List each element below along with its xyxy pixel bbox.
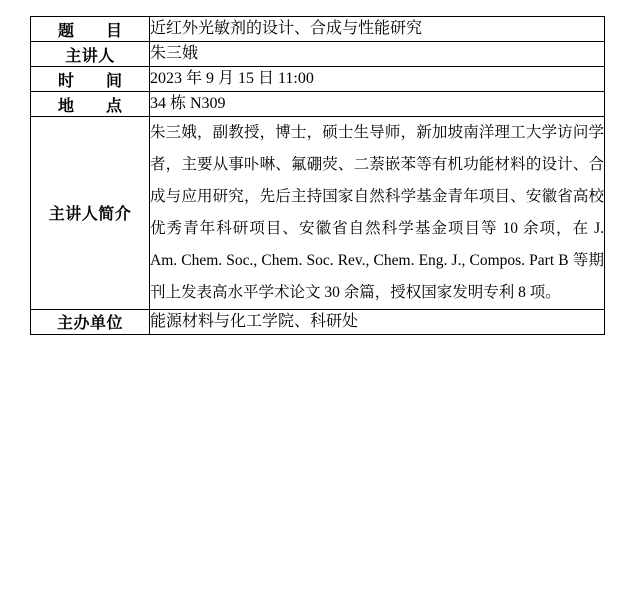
table-row-speaker bbox=[31, 42, 605, 67]
table-row-time bbox=[31, 67, 605, 92]
row-label-time-text: 时 间 bbox=[57, 72, 136, 90]
table-row-location bbox=[31, 92, 605, 117]
row-label-biography: 主讲人简介 bbox=[31, 117, 150, 310]
table-row-title bbox=[31, 17, 605, 42]
row-value-title: 近红外光敏剂的设计、合成与性能研究 bbox=[150, 17, 605, 42]
row-value-organizer: 能源材料与化工学院、科研处 bbox=[150, 309, 605, 334]
row-value-time: 2023 年 9 月 15 日 11:00 bbox=[150, 67, 605, 92]
row-label-speaker: 主讲人 bbox=[31, 42, 150, 67]
table-row-biography bbox=[31, 117, 605, 310]
row-value-speaker: 朱三娥 bbox=[150, 42, 605, 67]
row-value-biography bbox=[150, 117, 605, 310]
row-label-location bbox=[31, 92, 150, 117]
seminar-info-table bbox=[30, 16, 605, 335]
row-label-time bbox=[31, 67, 150, 92]
row-label-organizer: 主办单位 bbox=[31, 309, 150, 334]
row-label-title-text: 题 目 bbox=[57, 22, 136, 40]
row-label-location-text: 地 点 bbox=[57, 97, 136, 115]
table-row-organizer bbox=[31, 309, 605, 334]
row-label-title bbox=[31, 17, 150, 42]
row-value-location: 34 栋 N309 bbox=[150, 92, 605, 117]
biography-text: 朱三娥，副教授，博士，硕士生导师，新加坡南洋理工大学访问学者，主要从事卟啉、氟硼荧、二萘嵌苯等有机功能材料的设计、合成与应用研究，先后主持国家自然科学基金青年项目、安徽省高校优秀青年科研项目、安徽省自然科学基金项目等 10 余项，在 J. Am. Chem. Soc., Chem. Soc. Rev., Chem. Eng. J., Compos. Part B 等期刊上发表高水平学术论文 30 余篇，授权国家发明专利 8 项。 bbox=[150, 124, 604, 301]
